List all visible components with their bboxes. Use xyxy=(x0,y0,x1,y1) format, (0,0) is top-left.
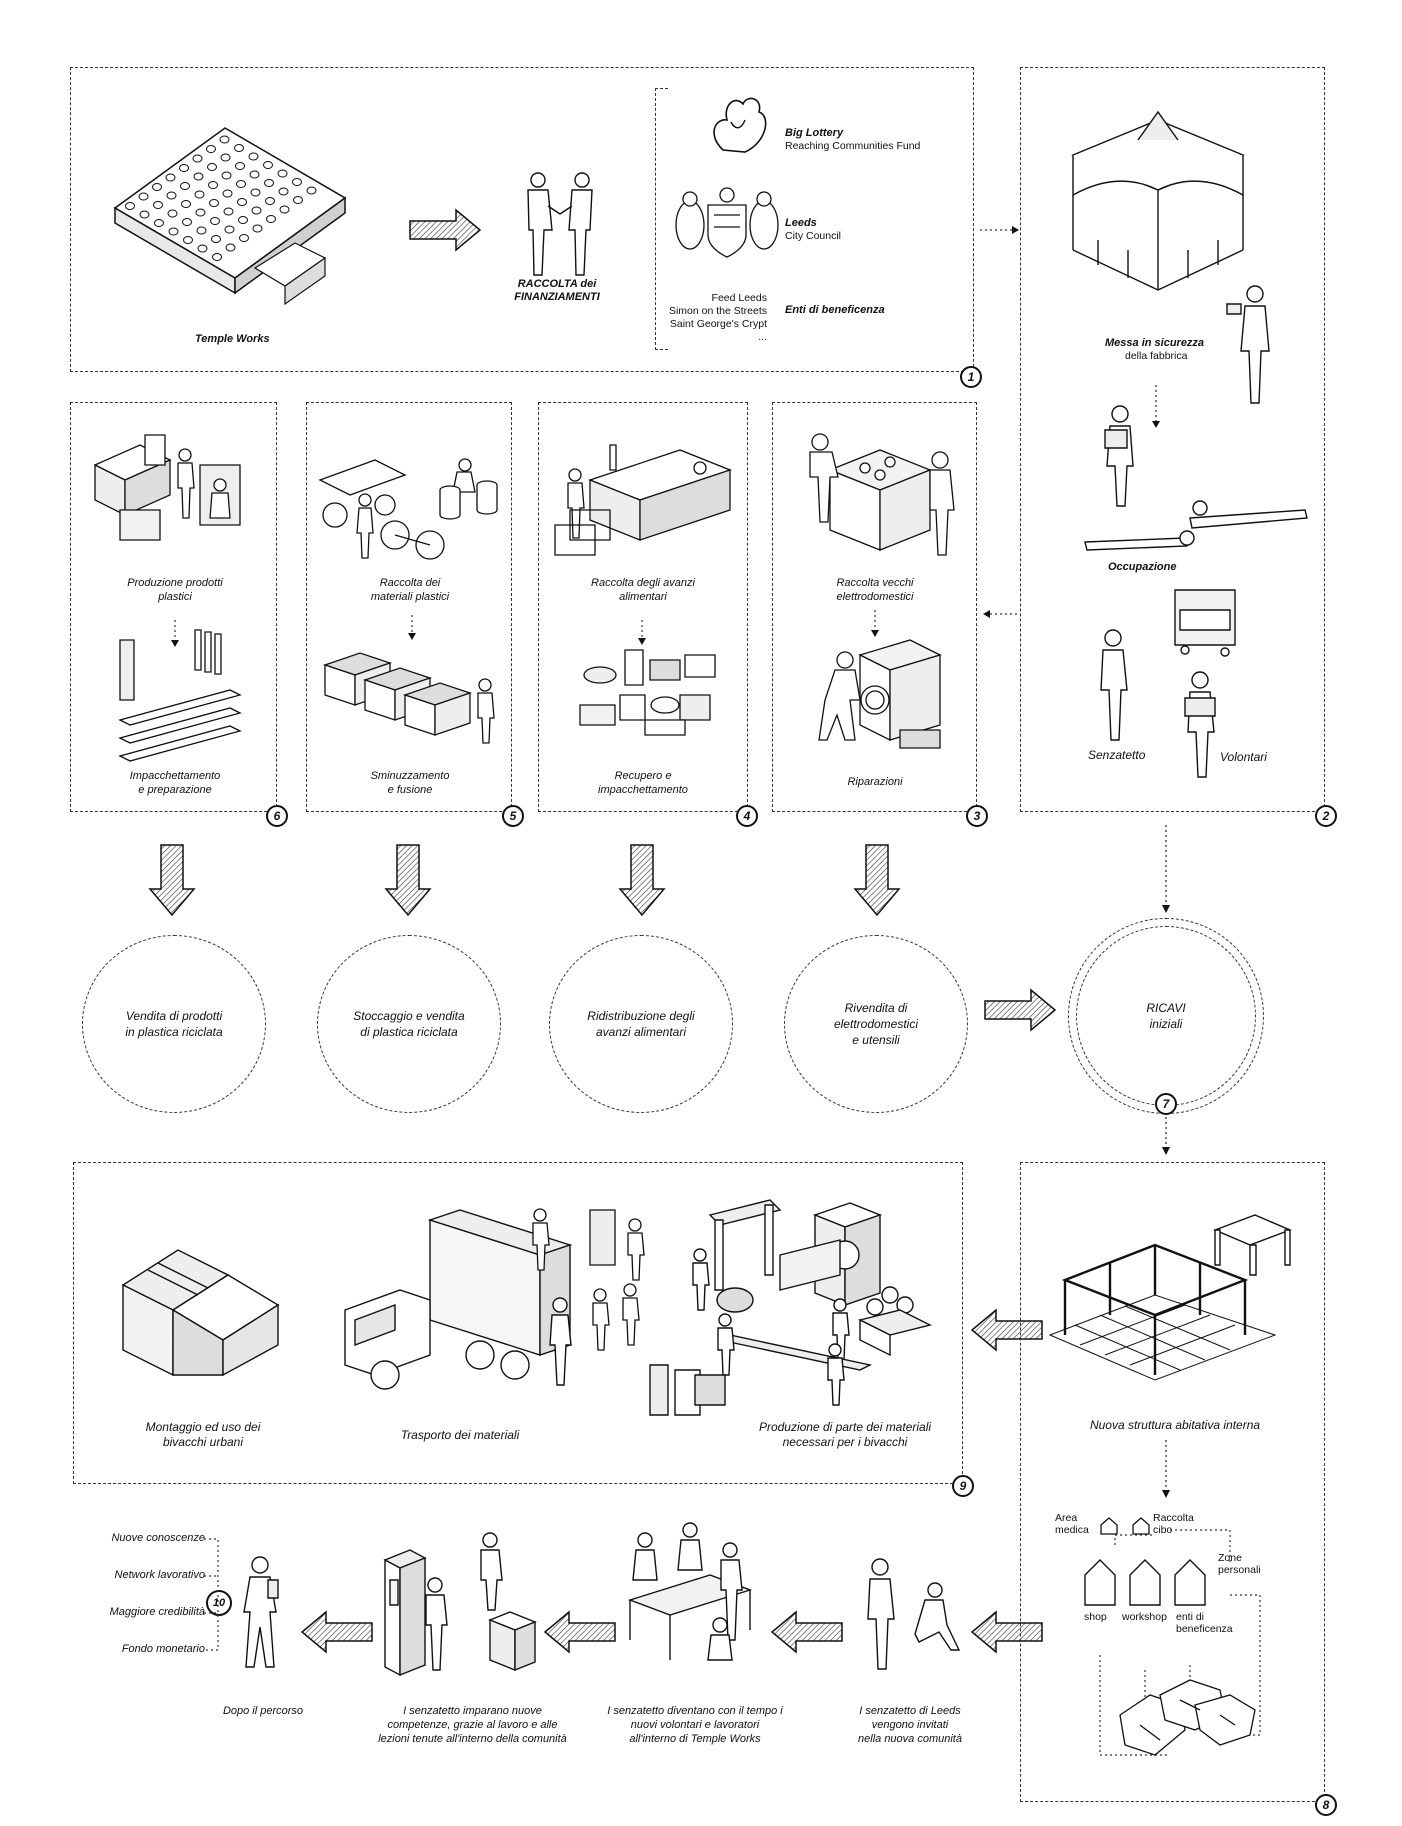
initial-revenue-inner-circle: RICAVI iniziali xyxy=(1076,926,1256,1106)
roof-skylight-dome xyxy=(153,184,162,191)
invited-caption: I senzatetto di Leeds vengono invitati nella nuova comunità xyxy=(858,1705,962,1745)
panel5-top-caption: Raccolta dei materiali plastici xyxy=(370,577,450,603)
medical-house-icon xyxy=(1100,1517,1118,1535)
connector-dotted-arrow-left xyxy=(982,608,1020,620)
roof-skylight-dome xyxy=(280,206,289,213)
roof-skylight-dome xyxy=(167,192,176,199)
roof-skylight-dome xyxy=(226,244,235,251)
roof-skylight-dome xyxy=(154,202,163,209)
roof-skylight-dome xyxy=(212,236,221,243)
shop-label: shop xyxy=(1084,1611,1107,1623)
bike-cart-collection-illustration xyxy=(315,450,505,560)
leeds-coat-of-arms-icon xyxy=(672,185,782,265)
roof-skylight-dome xyxy=(307,187,316,194)
big-lottery-subtitle: Reaching Communities Fund xyxy=(785,140,921,152)
revenue-circle-plastic-products: Vendita di prodotti in plastica riciclata xyxy=(82,935,266,1113)
panel3-bottom-caption: Riparazioni xyxy=(847,776,903,788)
step-number-9: 9 xyxy=(952,1475,974,1497)
housing-frame-illustration xyxy=(1045,1210,1295,1385)
connector-dotted-arrow-down xyxy=(1160,1440,1172,1500)
down-arrow-icon xyxy=(384,845,432,917)
invited-homeless-illustration xyxy=(855,1555,965,1675)
tent-canopy-illustration xyxy=(1068,100,1248,295)
food-collection-label: Raccolta cibo xyxy=(1153,1512,1194,1537)
learning-caption: I senzatetto imparano nuove competenze, grazie al lavoro e alle lezioni tenute all'interno della comunità xyxy=(378,1705,567,1745)
safety-title: Messa in sicurezza xyxy=(1105,337,1205,349)
connector-dotted-arrow xyxy=(980,224,1020,236)
left-arrow-icon xyxy=(970,1610,1042,1654)
leeds-title: Leeds xyxy=(785,217,817,229)
roof-skylight-dome xyxy=(250,171,259,178)
roof-skylight-dome xyxy=(166,174,175,181)
roof-skylight-dome xyxy=(196,209,205,216)
become-volunteers-caption: I senzatetto diventano con il tempo i nuovi volontari e lavoratori all'interno di Temple Works xyxy=(607,1705,783,1745)
occupation-title: Occupazione xyxy=(1108,561,1177,573)
step-number-8: 8 xyxy=(1315,1794,1337,1816)
outcomes-bracket xyxy=(204,1533,224,1653)
roof-skylight-dome xyxy=(293,179,302,186)
temple-works-label: Temple Works xyxy=(195,333,270,345)
roof-skylight-dome xyxy=(278,170,287,177)
left-arrow-icon xyxy=(770,1610,842,1654)
roof-skylight-dome xyxy=(181,183,190,190)
roof-skylight-dome xyxy=(225,226,234,233)
panel6-bottom-caption: Impacchettamento e preparazione xyxy=(129,770,221,796)
step-number-4: 4 xyxy=(736,805,758,827)
roof-skylight-dome xyxy=(168,210,177,217)
left-arrow-icon xyxy=(300,1610,372,1654)
big-lottery-title: Big Lottery xyxy=(785,127,844,139)
food-house-icon xyxy=(1132,1517,1150,1535)
step-number-2: 2 xyxy=(1315,805,1337,827)
medical-area-label: Area medica xyxy=(1055,1512,1089,1537)
right-arrow-icon xyxy=(410,208,482,252)
volunteers-homeless-illustration xyxy=(1085,580,1285,770)
step-number-10: 10 xyxy=(206,1590,232,1616)
roof-skylight-dome xyxy=(236,163,245,170)
charities-list: Feed Leeds Simon on the Streets Saint George's Crypt ... xyxy=(668,292,767,344)
roof-skylight-dome xyxy=(140,211,149,218)
fundraising-label: RACCOLTA dei FINANZIAMENTI xyxy=(514,278,600,304)
roof-skylight-dome xyxy=(224,208,233,215)
panel5-bottom-caption: Sminuzzamento e fusione xyxy=(370,770,450,796)
roof-skylight-dome xyxy=(237,181,246,188)
safety-subtitle: della fabbrica xyxy=(1125,350,1188,362)
roof-skylight-dome xyxy=(195,191,204,198)
roof-skylight-dome xyxy=(139,193,148,200)
roof-skylight-dome xyxy=(194,173,203,180)
panel6-top-caption: Produzione prodotti plastici xyxy=(127,577,223,603)
shredded-plastic-crates-illustration xyxy=(320,615,500,745)
outcomes-list: Nuove conoscenze Network lavorativo Maggiore credibilità Fondo monetario xyxy=(109,1532,205,1655)
workers-pallets-illustration xyxy=(500,1205,660,1365)
roof-skylight-dome xyxy=(183,219,192,226)
roof-skylight-dome xyxy=(279,188,288,195)
production-caption: Produzione di parte dei materiali necessari per i bivacchi xyxy=(758,1420,932,1449)
homeless-label: Senzatetto xyxy=(1088,748,1146,762)
left-arrow-icon xyxy=(543,1610,615,1654)
roof-skylight-dome xyxy=(252,207,261,214)
connector-dotted-arrow-down xyxy=(1160,825,1172,915)
roof-skylight-dome xyxy=(249,153,258,160)
roof-skylight-dome xyxy=(126,203,135,210)
roof-skylight-dome xyxy=(169,228,178,235)
down-arrow-icon xyxy=(148,845,196,917)
roof-skylight-dome xyxy=(267,216,276,223)
roof-skylight-dome xyxy=(240,235,249,242)
roof-skylight-dome xyxy=(265,180,274,187)
roof-skylight-dome xyxy=(213,254,222,261)
right-arrow-icon xyxy=(985,988,1057,1032)
supermarket-checkout-illustration xyxy=(550,440,740,560)
step-number-3: 3 xyxy=(966,805,988,827)
step-number-1: 1 xyxy=(960,366,982,388)
volunteers-table-illustration xyxy=(620,1520,770,1680)
big-lottery-logo-icon xyxy=(705,90,775,160)
revenue-circle-plastic-storage: Stoccaggio e vendita di plastica riciclata xyxy=(317,935,501,1113)
roof-skylight-dome xyxy=(180,165,189,172)
roof-skylight-dome xyxy=(266,198,275,205)
revenue-circle-appliances: Rivendita di elettrodomestici e utensili xyxy=(784,935,968,1113)
handshake-people-illustration xyxy=(510,168,610,278)
plastic-machines-illustration xyxy=(90,425,260,545)
panel3-top-caption: Raccolta vecchi elettrodomestici xyxy=(836,577,914,603)
roof-skylight-dome xyxy=(182,201,191,208)
after-path-caption: Dopo il percorso xyxy=(222,1705,304,1717)
down-arrow-icon xyxy=(853,845,901,917)
workshop-label: workshop xyxy=(1122,1611,1167,1623)
transport-caption: Trasporto dei materiali xyxy=(400,1428,520,1442)
roof-skylight-dome xyxy=(210,200,219,207)
roof-skylight-dome xyxy=(221,154,230,161)
step-number-6: 6 xyxy=(266,805,288,827)
roof-skylight-dome xyxy=(264,162,273,169)
roof-skylight-dome xyxy=(239,217,248,224)
roof-skylight-dome xyxy=(251,189,260,196)
step-number-5: 5 xyxy=(502,805,524,827)
temple-works-building-illustration xyxy=(95,108,355,318)
leeds-subtitle: City Council xyxy=(785,230,842,242)
down-arrow-icon xyxy=(618,845,666,917)
step-number-7: 7 xyxy=(1155,1093,1177,1115)
roof-skylight-dome xyxy=(197,227,206,234)
appliance-collection-illustration xyxy=(790,430,970,560)
housing-structure-caption: Nuova struttura abitativa interna xyxy=(1089,1418,1261,1432)
roof-skylight-dome xyxy=(155,220,164,227)
shelter-assembly-caption: Montaggio ed uso dei bivacchi urbani xyxy=(145,1420,261,1449)
panel4-bottom-caption: Recupero e impacchettamento xyxy=(598,770,688,796)
community-layout-illustration xyxy=(1060,1555,1290,1765)
revenue-circle-food: Ridistribuzione degli avanzi alimentari xyxy=(549,935,733,1113)
roof-skylight-dome xyxy=(193,155,202,162)
roof-skylight-dome xyxy=(208,164,217,171)
homeless-occupation-illustration xyxy=(1075,400,1305,550)
washing-machine-repair-illustration xyxy=(800,610,960,760)
roof-skylight-dome xyxy=(184,237,193,244)
urban-shelter-house-illustration xyxy=(118,1245,288,1380)
learning-skills-illustration xyxy=(380,1530,540,1680)
plastic-panels-illustration xyxy=(110,620,260,770)
charities-title: Enti di beneficenza xyxy=(785,304,885,316)
walking-person-illustration xyxy=(230,1555,290,1675)
roof-skylight-dome xyxy=(211,218,220,225)
volunteers-label: Volontari xyxy=(1220,750,1267,764)
roof-skylight-dome xyxy=(238,199,247,206)
roof-skylight-dome xyxy=(235,145,244,152)
roof-skylight-dome xyxy=(209,182,218,189)
food-packaging-illustration xyxy=(570,620,730,750)
safety-inspector-illustration xyxy=(1225,282,1285,407)
roof-skylight-dome xyxy=(222,172,231,179)
connector-dotted-arrow-down xyxy=(1160,1117,1172,1157)
fabrication-machines-illustration xyxy=(640,1195,930,1425)
roof-skylight-dome xyxy=(207,146,216,153)
personal-zones-label: Zone personali xyxy=(1218,1552,1261,1577)
charities-area-label: enti di beneficenza xyxy=(1176,1611,1233,1636)
roof-skylight-dome xyxy=(220,136,229,143)
panel4-top-caption: Raccolta degli avanzi alimentari xyxy=(591,577,695,603)
roof-skylight-dome xyxy=(253,225,262,232)
roof-skylight-dome xyxy=(294,197,303,204)
roof-skylight-dome xyxy=(223,190,232,197)
roof-skylight-dome xyxy=(198,245,207,252)
